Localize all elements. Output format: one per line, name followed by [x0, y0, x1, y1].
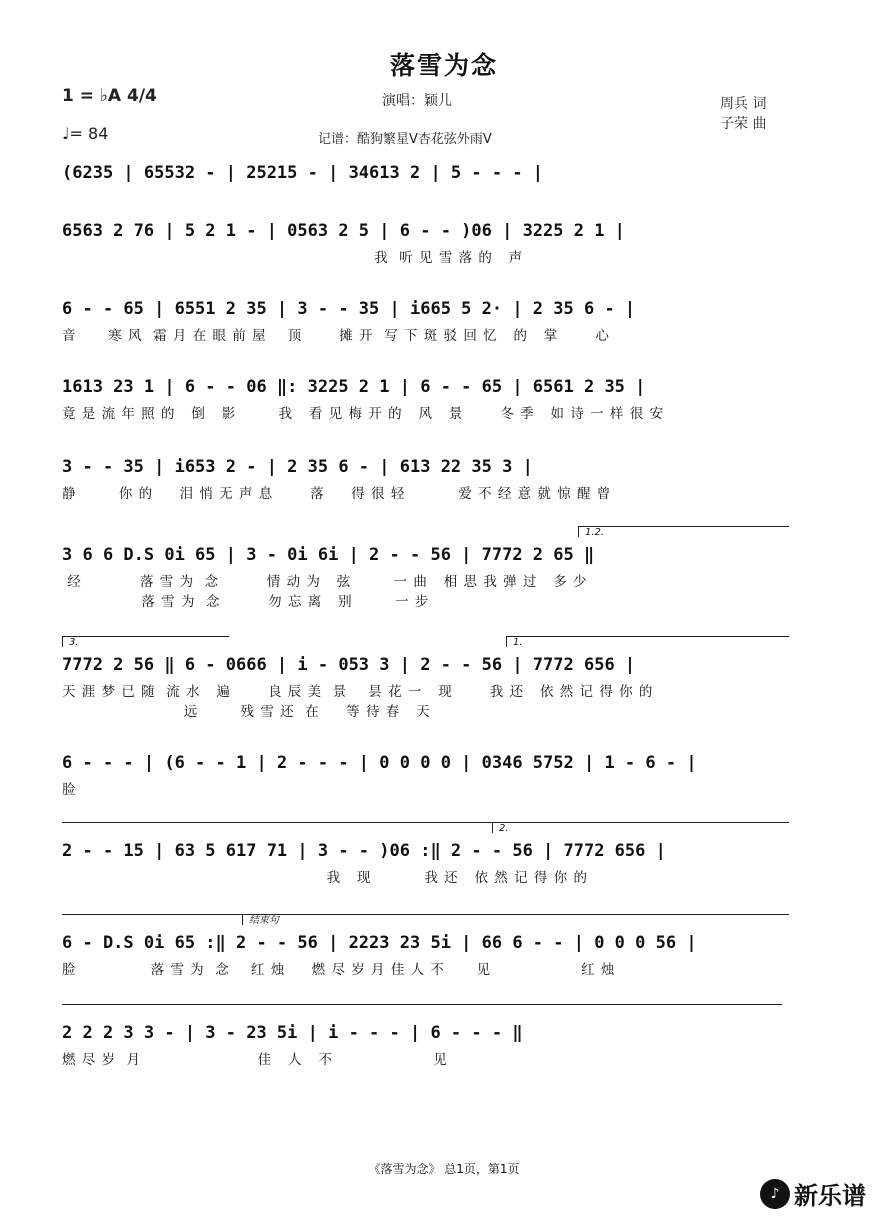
notation-line: 7772 2 56 ‖ 6 - 0666 | i - 053 3 | 2 - - 56 | 7772 656 | — [62, 655, 636, 675]
notation-line: 6 - - - | (6 - - 1 | 2 - - - | 0 0 0 0 | 0346 5752 | 1 - 6 - | — [62, 753, 697, 773]
score-system-6 — [62, 526, 784, 610]
lyrics-line-second-verse: 远 残 雪 还 在 等 待 春 天 — [62, 704, 431, 720]
key-signature: 1 = ♭A 4/4 — [62, 86, 157, 106]
transcriber-credit: 记谱：酷狗繁星V杏花弦外雨V — [318, 132, 492, 147]
singer-credit: 演唱：颖儿 — [382, 93, 452, 109]
volta-bracket: 3. — [62, 636, 229, 647]
volta-bracket: 1.2. — [578, 526, 789, 537]
disc-note-icon: ♪ — [760, 1179, 790, 1209]
notation-line: 1613 23 1 | 6 - - 06 ‖: 3225 2 1 | 6 - - 65 | 6561 2 35 | — [62, 377, 646, 397]
notation-line: 2 - - 15 | 63 5 617 71 | 3 - - )06 :‖ 2 - - 56 | 7772 656 | — [62, 841, 666, 861]
score-system-8 — [62, 748, 784, 798]
lyrics-line: 脸 落 雪 为 念 红 烛 燃 尽 岁 月 佳 人 不 见 红 烛 — [62, 962, 616, 978]
score-system-5 — [62, 452, 784, 502]
score-system-4 — [62, 372, 784, 422]
score-system-9 — [62, 822, 784, 886]
lyrics-line: 我 听 见 雪 落 的 声 — [62, 250, 524, 266]
notation-line: 6563 2 76 | 5 2 1 - | 0563 2 5 | 6 - - )06 | 3225 2 1 | — [62, 221, 625, 241]
lyrics-line: 我 现 我 还 依 然 记 得 你 的 — [62, 870, 588, 886]
score-system-2 — [62, 216, 784, 266]
song-title: 落雪为念 — [389, 51, 498, 80]
score-system-3 — [62, 294, 784, 344]
brand-name: 新乐谱 — [794, 1182, 866, 1210]
notation-line: 3 6 6 D.S 0i 65 | 3 - 0i 6i | 2 - - 56 | 7772 2 65 ‖ — [62, 545, 595, 565]
composer-credit: 子荣 曲 — [720, 116, 767, 132]
score-system-1 — [62, 158, 784, 188]
volta-bracket: 结束句 — [242, 914, 789, 925]
notation-line: 2 2 2 3 3 - | 3 - 23 5i | i - - - | 6 - - - ‖ — [62, 1023, 523, 1043]
score-system-7 — [62, 636, 784, 720]
brand-logo — [760, 1176, 866, 1211]
lyrics-line: 脸 — [62, 782, 77, 798]
author-credits — [720, 94, 766, 134]
score-system-10 — [62, 914, 784, 978]
notation-line: 6 - D.S 0i 65 :‖ 2 - - 56 | 2223 23 5i | 66 6 - - | 0 0 0 56 | — [62, 933, 697, 953]
lyrics-line: 天 涯 梦 已 随 流 水 遍 良 辰 美 景 昙 花 一 现 我 还 依 然 记 得 你 的 — [62, 684, 654, 700]
notation-line: 6 - - 65 | 6551 2 35 | 3 - - 35 | i665 5 2· | 2 35 6 - | — [62, 299, 636, 319]
lyrics-line: 竟 是 流 年 照 的 倒 影 我 看 见 梅 开 的 风 景 冬 季 如 诗 一 样 很 安 — [62, 406, 664, 422]
lyricist-credit: 周兵 词 — [720, 96, 767, 112]
score-system-11 — [62, 1004, 784, 1068]
notation-line: 3 - - 35 | i653 2 - | 2 35 6 - | 613 22 35 3 | — [62, 457, 533, 477]
volta-bracket: 1. — [506, 636, 789, 647]
lyrics-line: 静 你 的 泪 悄 无 声 息 落 得 很 轻 爱 不 经 意 就 惊 醒 曾 — [62, 486, 612, 502]
notation-line: (6235 | 65532 - | 25215 - | 34613 2 | 5 - - - | — [62, 163, 544, 183]
volta-bracket: 2. — [492, 822, 789, 833]
lyrics-line: 音 寒 风 霜 月 在 眼 前 屋 顶 摊 开 写 下 斑 驳 回 忆 的 掌 心 — [62, 328, 610, 344]
lyrics-line: 燃 尽 岁 月 佳 人 不 见 — [62, 1052, 448, 1068]
staff-top-line — [62, 1004, 782, 1005]
lyrics-line-second-verse: 落 雪 为 念 勿 忘 离 别 一 步 — [62, 594, 430, 610]
page-footer: 《落雪为念》 总1页，第1页 — [368, 1162, 520, 1176]
tempo-marking: ♩= 84 — [62, 124, 109, 143]
lyrics-line: 经 落 雪 为 念 情 动 为 弦 一 曲 相 思 我 弹 过 多 少 — [62, 574, 588, 590]
